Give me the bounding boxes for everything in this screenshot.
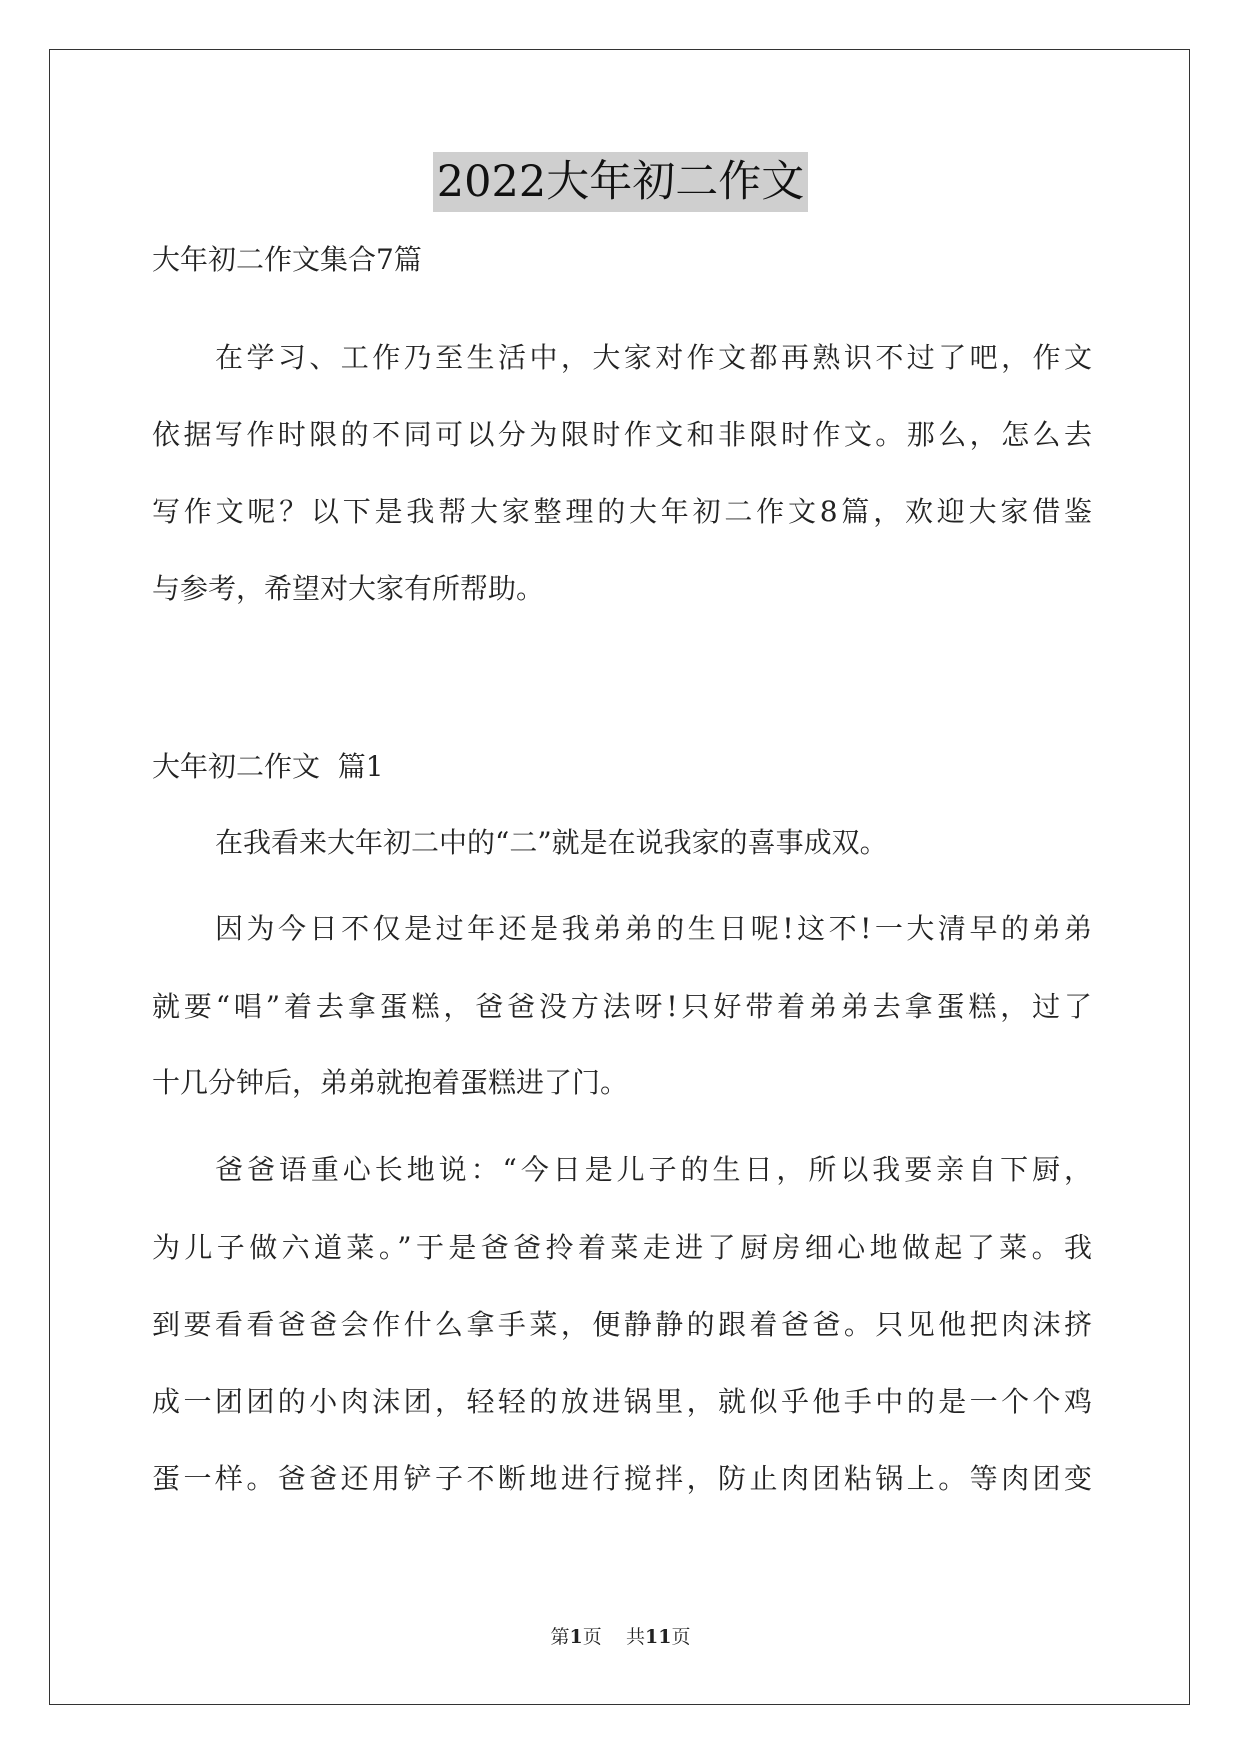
footer-total-pages: 11	[644, 1626, 672, 1648]
intro-line-4: 与参考，希望对大家有所帮助。	[152, 572, 545, 605]
section-body-line-8: 成一团团的小肉沫团，轻轻的放进锅里，就似乎他手中的是一个个鸡	[152, 1385, 1092, 1418]
document-title	[0, 152, 1241, 212]
footer-total-prefix: 共	[625, 1626, 645, 1648]
intro-line-2: 依据写作时限的不同可以分为限时作文和非限时作文。那么，怎么去	[152, 418, 1092, 451]
footer-page-prefix: 第	[550, 1626, 570, 1648]
section-body-line-2: 因为今日不仅是过年还是我弟弟的生日呢!这不!一大清早的弟弟	[215, 912, 1092, 945]
section-body-line-3: 就要“唱”着去拿蛋糕，爸爸没方法呀!只好带着弟弟去拿蛋糕，过了	[152, 990, 1092, 1023]
intro-line-1: 在学习、工作乃至生活中，大家对作文都再熟识不过了吧，作文	[215, 341, 1092, 374]
section-body-line-5: 爸爸语重心长地说：“今日是儿子的生日，所以我要亲自下厨，	[215, 1153, 1092, 1186]
intro-line-3: 写作文呢？以下是我帮大家整理的大年初二作文8篇，欢迎大家借鉴	[152, 495, 1092, 528]
document-subtitle: 大年初二作文集合7篇	[152, 243, 422, 276]
section-heading: 大年初二作文 篇1	[152, 750, 384, 783]
section-body-line-1: 在我看来大年初二中的“二”就是在说我家的喜事成双。	[215, 826, 888, 859]
document-title-text: 2022大年初二作文	[433, 152, 808, 212]
section-body-line-6: 为儿子做六道菜。”于是爸爸拎着菜走进了厨房细心地做起了菜。我	[152, 1231, 1092, 1264]
footer-page-suffix: 页	[582, 1626, 602, 1648]
page-border	[49, 49, 1190, 1705]
footer-total-suffix: 页	[671, 1626, 691, 1648]
page-footer	[0, 1624, 1241, 1650]
section-body-line-4: 十几分钟后，弟弟就抱着蛋糕进了门。	[152, 1066, 629, 1099]
section-body-line-7: 到要看看爸爸会作什么拿手菜，便静静的跟着爸爸。只见他把肉沫挤	[152, 1308, 1092, 1341]
section-body-line-9: 蛋一样。爸爸还用铲子不断地进行搅拌，防止肉团粘锅上。等肉团变	[152, 1462, 1092, 1495]
footer-page-number: 1	[569, 1626, 583, 1648]
